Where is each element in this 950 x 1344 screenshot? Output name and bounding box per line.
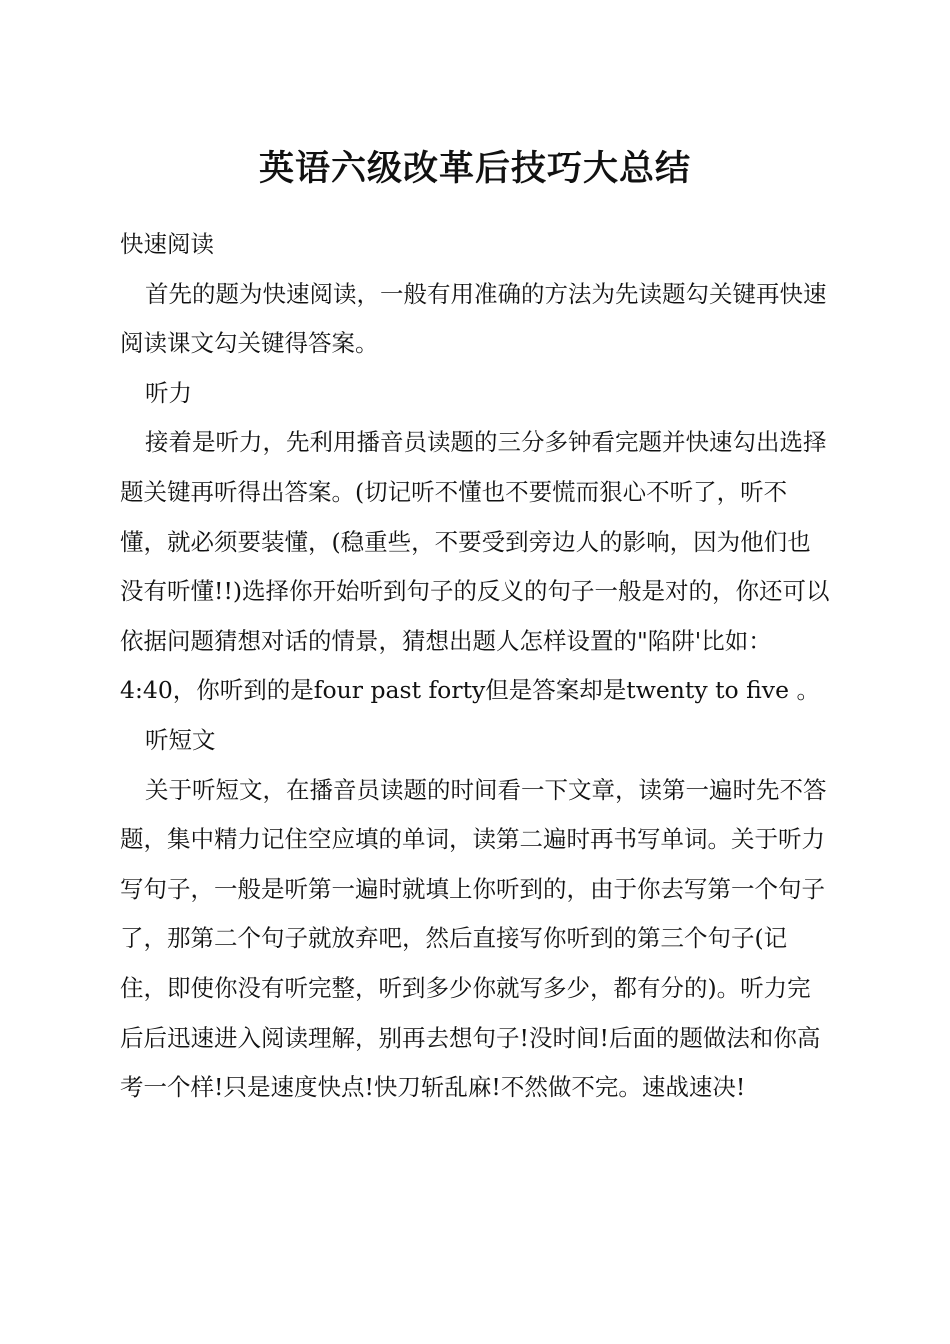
- document-body: [120, 220, 832, 1113]
- section-heading-short-passage: 听短文: [145, 725, 216, 754]
- section-heading-listening: 听力: [145, 378, 192, 407]
- section-paragraph-short-passage: 关于听短文，在播音员读题的时间看一下文章，读第一遍时先不答题，集中精力记住空应填的单词，读第二遍时再书写单词。关于听力写句子，一般是听第一遍时就填上你听到的，由于你去写第一个句子了，那第二个句子就放弃吧，然后直接写你听到的第三个句子(记住，即使你没有听完整，听到多少你就写多少，都有分的)。听力完后后迅速进入阅读理解，别再去想句子!没时间!后面的题做法和你高考一个样!只是速度快点!快刀斩乱麻!不然做不完。速战速决!: [120, 775, 827, 1102]
- section-paragraph-fast-reading: 首先的题为快速阅读，一般有用准确的方法为先读题勾关键再快速阅读课文勾关键得答案。: [120, 279, 827, 358]
- section-paragraph-listening: 接着是听力，先利用播音员读题的三分多钟看完题并快速勾出选择题关键再听得出答案。(切记听不懂也不要慌而狠心不听了，听不懂，就必须要装懂，(稳重些，不要受到旁边人的影响，因为他们也没有听懂!!)选择你开始听到句子的反义的句子一般是对的，你还可以依据问题猜想对话的情景，猜想出题人怎样设置的"陷阱'比如：4:40，你听到的是four past forty但是答案却是twenty to five 。: [120, 428, 830, 705]
- document-title: 英语六级改革后技巧大总结: [258, 148, 691, 189]
- section-heading-fast-reading: 快速阅读: [120, 230, 214, 258]
